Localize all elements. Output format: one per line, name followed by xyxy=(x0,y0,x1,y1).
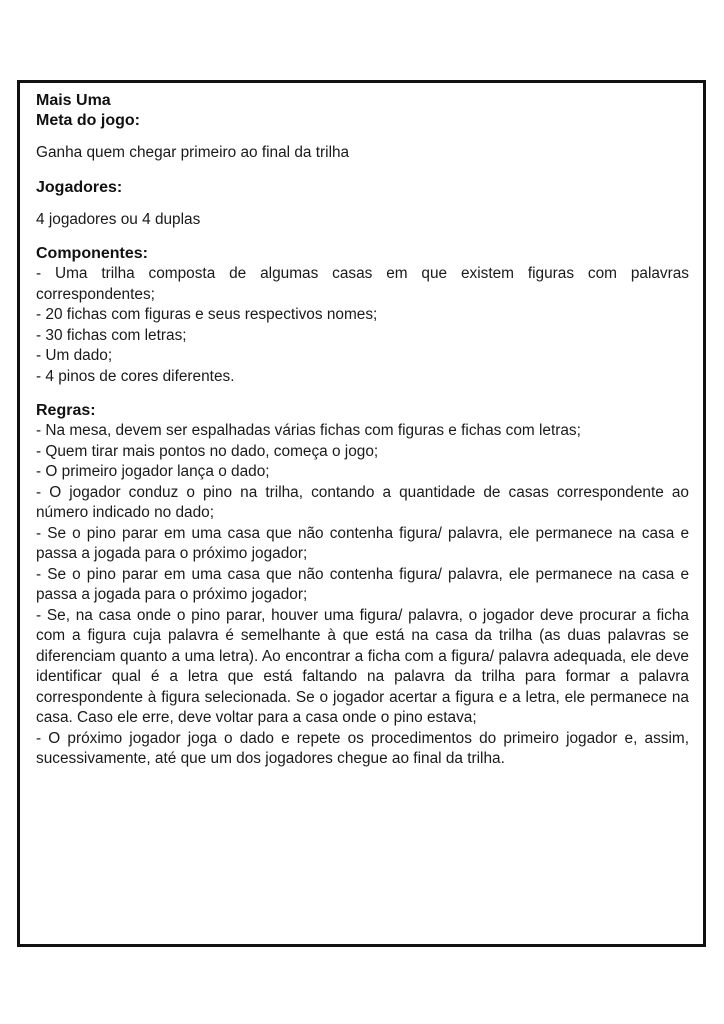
list-item: - O próximo jogador joga o dado e repete os procedimentos do primeiro jogador e, assim, sucessivamente, até que um dos jogadores chegue ao final da trilha. xyxy=(36,729,689,767)
goal-text: Ganha quem chegar primeiro ao final da trilha xyxy=(36,144,350,161)
list-item: - Se o pino parar em uma casa que não contenha figura/ palavra, ele permanece na casa e passa a jogada para o próximo jogador; xyxy=(36,524,689,562)
goal-heading: Meta do jogo: xyxy=(36,112,140,129)
list-item: - 20 fichas com figuras e seus respectivos nomes; xyxy=(36,306,378,323)
players-text: 4 jogadores ou 4 duplas xyxy=(36,210,201,228)
list-item: - Se o pino parar em uma casa que não contenha figura/ palavra, ele permanece na casa e passa a jogada para o próximo jogador; xyxy=(36,565,689,603)
list-item: - Na mesa, devem ser espalhadas várias fichas com figuras e fichas com letras; xyxy=(36,422,581,439)
rules-list xyxy=(36,421,689,770)
rules-heading: Regras: xyxy=(36,402,96,419)
components-heading: Componentes: xyxy=(36,245,148,262)
list-item: - 4 pinos de cores diferentes. xyxy=(36,367,235,385)
list-item: - O primeiro jogador lança o dado; xyxy=(36,463,270,480)
document-frame xyxy=(17,80,706,947)
list-item: - Se, na casa onde o pino parar, houver uma figura/ palavra, o jogador deve procurar a ficha com a figura cuja palavra é semelhante à que está na casa da trilha (as duas palavras se diferenciam quanto a uma letra). Ao encontrar a ficha com a figura/ palavra adequada, ele deve identificar qual é a letra que está faltando na palavra da trilha para formar a palavra correspondente à figura selecionada. Se o jogador acertar a figura e a letra, ele permanece na casa. Caso ele erre, deve voltar para a casa onde o pino estava; xyxy=(36,606,689,726)
components-list xyxy=(36,264,689,387)
list-item: - 30 fichas com letras; xyxy=(36,326,187,344)
list-item: - Um dado; xyxy=(36,347,113,364)
list-item: - Quem tirar mais pontos no dado, começa o jogo; xyxy=(36,442,379,460)
document-title: Mais Uma xyxy=(36,92,111,109)
players-heading: Jogadores: xyxy=(36,178,123,196)
list-item: - O jogador conduz o pino na trilha, contando a quantidade de casas correspondente ao número indicado no dado; xyxy=(36,483,689,521)
list-item: - Uma trilha composta de algumas casas em que existem figuras com palavras correspondentes; xyxy=(36,265,689,303)
